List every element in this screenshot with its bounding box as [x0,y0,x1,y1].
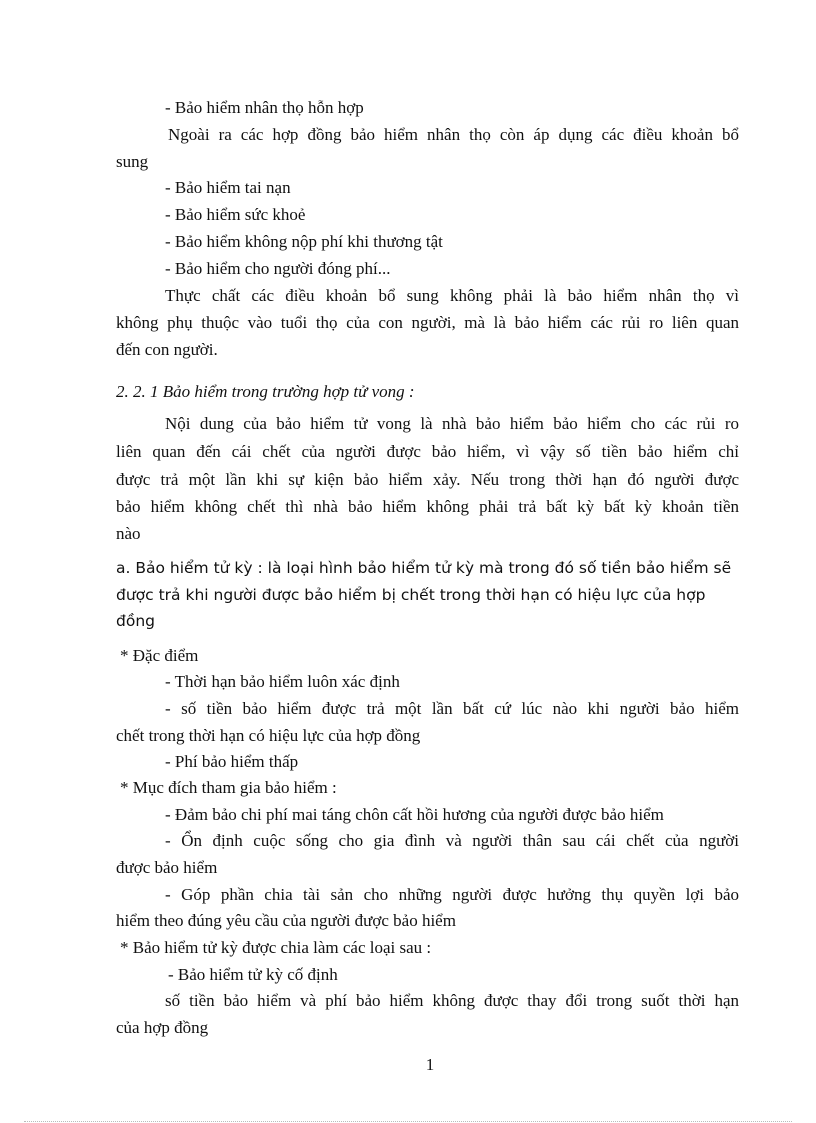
text-line: - Thời hạn bảo hiểm luôn xác định [165,672,400,691]
text-line: - Bảo hiểm nhân thọ hỗn hợp [165,98,364,117]
bullet-heading: * Đặc điểm [120,646,199,665]
text-line: - Bảo hiểm sức khoẻ [165,205,306,224]
text-line: được bảo hiểm [116,858,218,877]
text-line: - Phí bảo hiểm thấp [165,752,299,771]
text-line: của hợp đồng [116,1018,209,1037]
text-line: được trả khi người được bảo hiểm bị chết trong thời hạn có hiệu lực của hợp [116,586,706,604]
text-line: - Bảo hiểm không nộp phí khi thương tật [165,232,443,251]
text-line: Thực chất các điều khoản bổ sung không phải là bảo hiểm nhân thọ vì [165,286,739,305]
text-line: hiểm theo đúng yêu cầu của người được bảo hiểm [116,911,456,930]
text-line: nào [116,524,141,543]
text-line: - Bảo hiểm tai nạn [165,178,291,197]
bullet-heading: * Mục đích tham gia bảo hiểm : [120,778,337,797]
text-line: - Góp phần chia tài sản cho những người được hưởng thụ quyền lợi bảo [165,885,739,904]
text-line: - Bảo hiểm cho người đóng phí... [165,259,391,278]
text-line: liên quan đến cái chết của người được bảo hiểm, vì vậy số tiền bảo hiểm chỉ [116,442,739,461]
text-line: Ngoài ra các hợp đồng bảo hiểm nhân thọ còn áp dụng các điều khoản bổ [168,125,739,144]
text-line: đồng [116,612,155,630]
text-line: a. Bảo hiểm tử kỳ : là loại hình bảo hiểm tử kỳ mà trong đó số tiền bảo hiểm sẽ [116,559,732,577]
text-line: được trả một lần khi sự kiện bảo hiểm xảy. Nếu trong thời hạn đó người được [116,470,739,489]
text-line: - Ổn định cuộc sống cho gia đình và người thân sau cái chết của người [165,831,739,850]
page-number: 1 [425,1055,435,1074]
text-line: chết trong thời hạn có hiệu lực của hợp đồng [116,726,421,745]
text-line: Nội dung của bảo hiểm tử vong là nhà bảo hiểm bảo hiểm cho các rủi ro [165,414,739,433]
text-line: đến con người. [116,340,218,359]
text-line: sung [116,152,149,171]
section-heading: 2. 2. 1 Bảo hiểm trong trường hợp tử vong : [116,382,415,401]
text-line: - số tiền bảo hiểm được trả một lần bất cứ lúc nào khi người bảo hiểm [165,699,739,718]
text-line: - Đảm bảo chi phí mai táng chôn cất hồi hương của người được bảo hiểm [165,805,664,824]
text-line: không phụ thuộc vào tuổi thọ của con người, mà là bảo hiểm các rủi ro liên quan [116,313,739,332]
text-line: số tiền bảo hiểm và phí bảo hiểm không được thay đổi trong suốt thời hạn [165,991,739,1010]
text-line: - Bảo hiểm tử kỳ cố định [168,965,338,984]
page-bottom-divider [24,1121,792,1122]
text-line: bảo hiểm không chết thì nhà bảo hiểm không phải trả bất kỳ bất kỳ khoản tiền [116,497,739,516]
bullet-heading: * Bảo hiểm tử kỳ được chia làm các loại sau : [120,938,432,957]
